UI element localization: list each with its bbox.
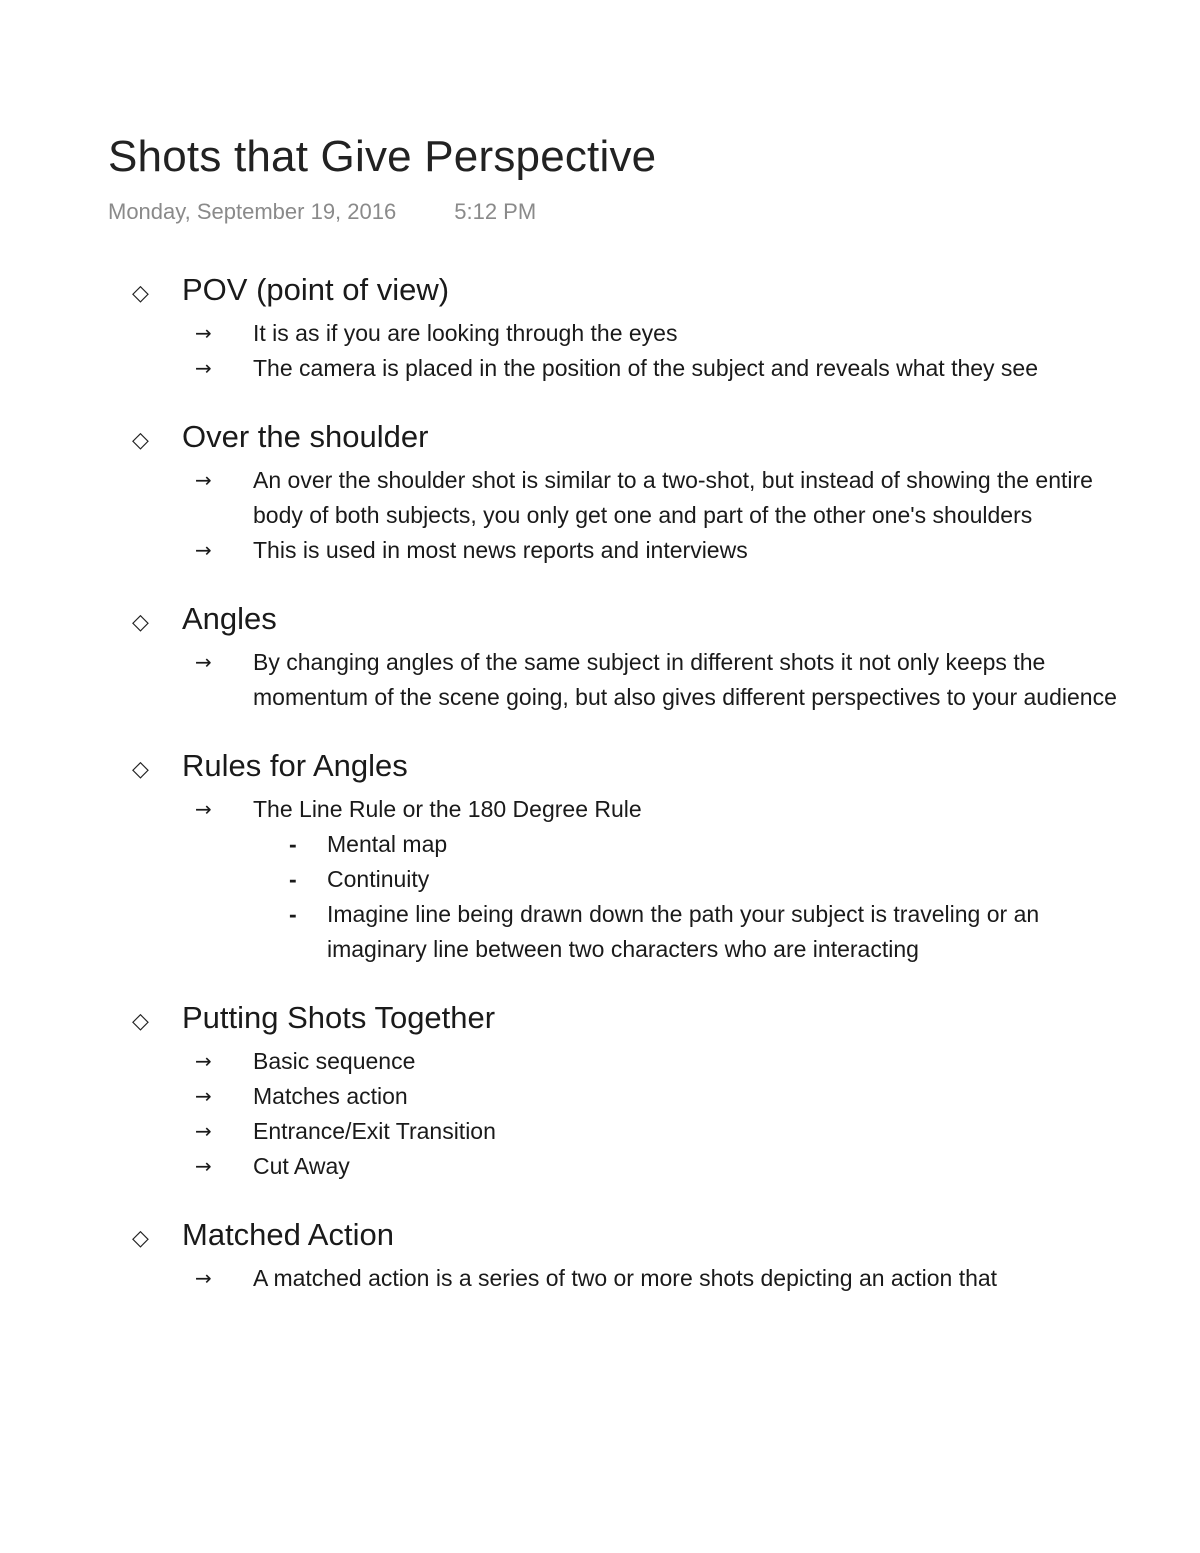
dash-bullet-icon: -: [289, 831, 297, 857]
outline-section: [132, 748, 1132, 967]
diamond-bullet-icon: ◇: [132, 1009, 149, 1034]
arrow-bullet-icon: →: [195, 1266, 212, 1290]
section-heading: Matched Action: [182, 1217, 394, 1252]
sub-bullet-text: Mental map: [327, 831, 448, 857]
bullet-item: [195, 645, 1132, 715]
arrow-bullet-icon: →: [195, 650, 212, 674]
section-heading-row: [132, 601, 1132, 645]
sub-bullet-item: [285, 827, 1132, 862]
bullet-item: [195, 1044, 1132, 1079]
dash-bullet-icon: -: [289, 866, 297, 892]
arrow-bullet-icon: →: [195, 356, 212, 380]
outline-section: [132, 272, 1132, 386]
sub-bullet-text: Imagine line being drawn down the path your subject is traveling or an imaginary line between two characters who are interacting: [327, 901, 1040, 962]
section-heading: Angles: [182, 601, 277, 636]
sub-bullet-text: Continuity: [327, 866, 430, 892]
arrow-bullet-icon: →: [195, 797, 212, 821]
bullet-list: [132, 463, 1132, 568]
page-timestamp: [108, 199, 536, 225]
bullet-list: [132, 645, 1132, 715]
arrow-bullet-icon: →: [195, 468, 212, 492]
bullet-item: [195, 1079, 1132, 1114]
bullet-text: The Line Rule or the 180 Degree Rule: [253, 796, 642, 822]
bullet-list: [132, 316, 1132, 386]
bullet-list: [132, 1261, 1132, 1296]
bullet-text: It is as if you are looking through the eyes: [253, 320, 678, 346]
diamond-bullet-icon: ◇: [132, 428, 149, 453]
bullet-text: Entrance/Exit Transition: [253, 1118, 496, 1144]
arrow-bullet-icon: →: [195, 321, 212, 345]
page-title: Shots that Give Perspective: [108, 132, 657, 181]
bullet-text: By changing angles of the same subject in different shots it not only keeps the momentum of the scene going, but also gives different perspectives to your audience: [253, 649, 1117, 710]
bullet-item: [195, 463, 1132, 533]
section-heading-row: [132, 1217, 1132, 1261]
section-heading: Rules for Angles: [182, 748, 408, 783]
dash-bullet-icon: -: [289, 901, 297, 927]
arrow-bullet-icon: →: [195, 1049, 212, 1073]
section-heading-row: [132, 748, 1132, 792]
bullet-text: This is used in most news reports and interviews: [253, 537, 748, 563]
bullet-item: [195, 1149, 1132, 1184]
section-heading: POV (point of view): [182, 272, 450, 307]
section-heading-row: [132, 1000, 1132, 1044]
outline-section: [132, 601, 1132, 715]
bullet-text: Matches action: [253, 1083, 408, 1109]
sub-bullet-list: [195, 827, 1132, 967]
arrow-bullet-icon: →: [195, 1119, 212, 1143]
bullet-item: [195, 351, 1132, 386]
outline-section: [132, 419, 1132, 568]
section-heading: Putting Shots Together: [182, 1000, 496, 1035]
diamond-bullet-icon: ◇: [132, 281, 149, 306]
page-time: 5:12 PM: [454, 199, 537, 224]
bullet-list: [132, 792, 1132, 967]
note-content: [132, 272, 1132, 1432]
section-heading: Over the shoulder: [182, 419, 429, 454]
outline-section: [132, 1000, 1132, 1184]
arrow-bullet-icon: →: [195, 538, 212, 562]
bullet-item: [195, 1261, 1132, 1296]
section-heading-row: [132, 419, 1132, 463]
section-heading-row: [132, 272, 1132, 316]
bullet-item: [195, 792, 1132, 967]
outline-section: [132, 1217, 1132, 1296]
bullet-text: An over the shoulder shot is similar to a two-shot, but instead of showing the entire body of both subjects, you only get one and part of the other one's shoulders: [253, 467, 1093, 528]
diamond-bullet-icon: ◇: [132, 757, 149, 782]
bullet-text: Cut Away: [253, 1153, 350, 1179]
arrow-bullet-icon: →: [195, 1084, 212, 1108]
sub-bullet-item: [285, 897, 1132, 967]
sub-bullet-item: [285, 862, 1132, 897]
page-date: Monday, September 19, 2016: [108, 199, 397, 224]
bullet-item: [195, 316, 1132, 351]
bullet-text: Basic sequence: [253, 1048, 416, 1074]
bullet-text: A matched action is a series of two or more shots depicting an action that: [253, 1265, 998, 1291]
diamond-bullet-icon: ◇: [132, 1226, 149, 1251]
bullet-item: [195, 533, 1132, 568]
bullet-text: The camera is placed in the position of the subject and reveals what they see: [253, 355, 1039, 381]
diamond-bullet-icon: ◇: [132, 610, 149, 635]
bullet-item: [195, 1114, 1132, 1149]
bullet-list: [132, 1044, 1132, 1184]
arrow-bullet-icon: →: [195, 1154, 212, 1178]
